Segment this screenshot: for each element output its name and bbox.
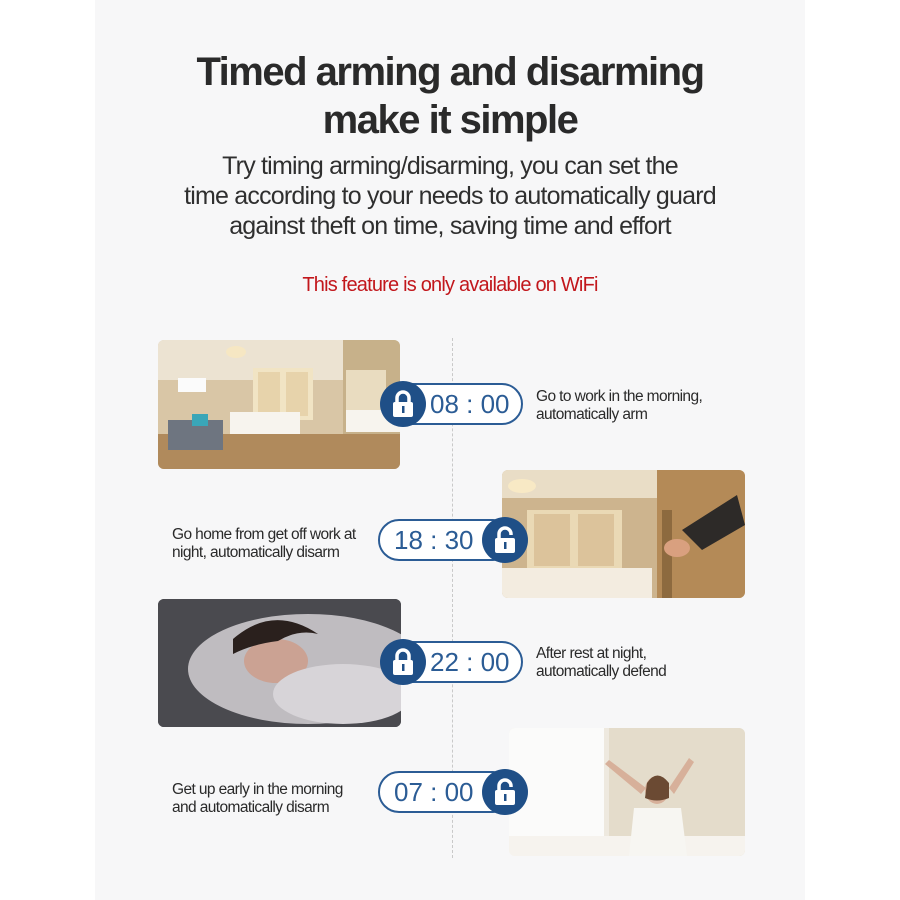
schedule-desc-2 [172, 526, 356, 562]
desc-line: After rest at night, [536, 645, 647, 662]
desc-line: and automatically disarm [172, 799, 330, 816]
lock-open-icon [482, 769, 528, 815]
desc-line: Go home from get off work at [172, 526, 356, 543]
door-photo [502, 470, 745, 598]
lock-closed-icon [380, 381, 426, 427]
time-value: 18 : 30 [394, 525, 474, 555]
time-value: 07 : 00 [394, 777, 474, 807]
time-value: 22 : 00 [430, 647, 510, 677]
desc-line: automatically arm [536, 406, 648, 423]
wifi-notice: This feature is only available on WiFi [302, 274, 598, 296]
sleeping-woman-photo [158, 599, 401, 727]
schedule-desc-4 [172, 781, 343, 817]
lock-closed-icon [380, 639, 426, 685]
time-value: 08 : 00 [430, 389, 510, 419]
subtitle-line2: time according to your needs to automatically guard [184, 182, 716, 210]
time-pill-2[interactable] [378, 519, 514, 561]
time-pill-4[interactable] [378, 771, 514, 813]
lock-open-icon [482, 517, 528, 563]
subtitle-line3: against theft on time, saving time and effort [229, 212, 671, 240]
desc-line: Get up early in the morning [172, 781, 343, 798]
schedule-desc-3 [536, 645, 666, 681]
schedule-desc-1 [536, 388, 702, 424]
subtitle-line1: Try timing arming/disarming, you can set the [222, 152, 678, 180]
time-pill-1[interactable] [390, 383, 523, 425]
desc-line: Go to work in the morning, [536, 388, 703, 405]
page-title-line2: make it simple [322, 98, 578, 142]
waking-woman-photo [509, 728, 745, 856]
hotel-room-photo [158, 340, 400, 469]
time-pill-3[interactable] [390, 641, 523, 683]
desc-line: night, automatically disarm [172, 544, 340, 561]
desc-line: automatically defend [536, 663, 667, 680]
page-title-line1: Timed arming and disarming [196, 50, 704, 94]
